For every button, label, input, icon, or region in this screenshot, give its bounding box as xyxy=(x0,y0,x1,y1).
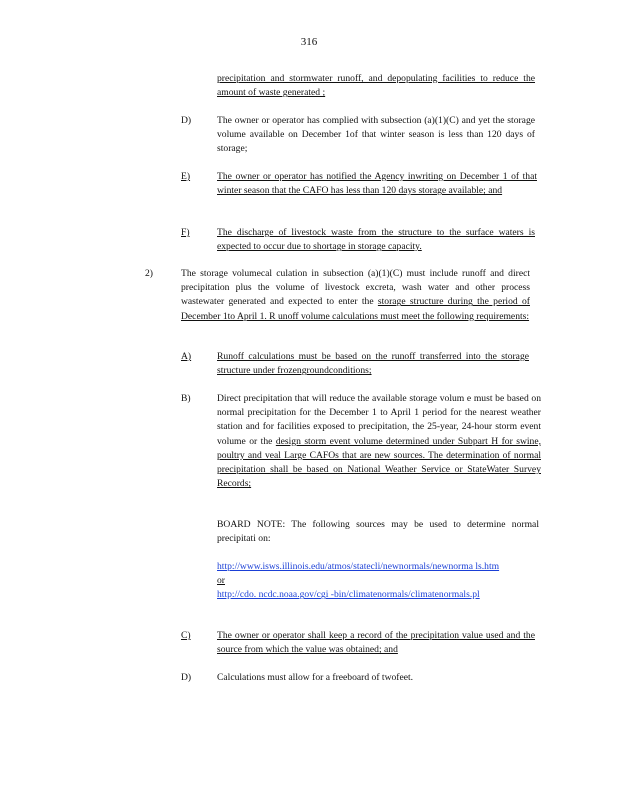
page-number: 316 xyxy=(300,36,318,48)
item-d1-label: D) xyxy=(181,115,192,126)
item-b-text-plain: Direct precipitation that will reduce the available storage volum e must be based on normal precipitation for the December 1 to April 1 period for the nearest weather station and for facilities exposed to precipitation, the 25-year, 24-hour storm event volume or the xyxy=(217,393,541,447)
item-b-text-underlined: design storm event volume determined under Subpart H for swine, poultry and veal Large CAFOs that are new sources. The determination of normal precipitation shall be based on National Weather Service or StateWater Survey Records; xyxy=(217,435,541,490)
ncdc-normals-link[interactable]: http://cdo. ncdc.noaa.gov/cgi -bin/climatenormals/climatenormals.pl xyxy=(217,589,480,601)
item-f-text: The discharge of livestock waste from the structure to the surface waters is expected to occur due to shortage in storage capacity. xyxy=(217,227,535,253)
item-c-text: The owner or operator shall keep a record of the precipitation value used and the source from which the value was obtained; and xyxy=(217,630,535,656)
or-text: or xyxy=(217,575,225,587)
item-b-body xyxy=(217,392,541,491)
item-f-label: F) xyxy=(181,227,190,238)
item-d1-text: The owner or operator has complied with subsection (a)(1)(C) and yet the storage volume available on December 1of that winter season is less than 120 days of storage; xyxy=(217,115,535,155)
item-c-label: C) xyxy=(181,630,191,641)
item-e-text: The owner or operator has notified the Agency inwriting on December 1 of that winter season that the CAFO has less than 120 days storage available; and xyxy=(217,171,537,197)
item-2-label: 2) xyxy=(145,268,153,279)
item-d2-text: Calculations must allow for a freeboard of twofeet. xyxy=(217,672,414,683)
item-d2-label: D) xyxy=(181,672,192,683)
item-e-label: E) xyxy=(181,171,191,182)
item-a-label: A) xyxy=(181,351,192,362)
isws-normals-link[interactable]: http://www.isws.illinois.edu/atmos/statecli/newnormals/newnorma ls.htm xyxy=(217,561,500,572)
item-2-text-plain: The storage volumecal culation in subsection (a)(1)(C) must include runoff and direct precipitation plus the volume of livestock excreta, wash water and other process wastewater generated and expected to enter the xyxy=(181,268,530,308)
intro-continuation-text: precipitation and stormwater runoff, and depopulating facilities to reduce the amount of waste generated ; xyxy=(217,73,535,99)
item-b-label: B) xyxy=(181,393,191,404)
item-2-text-underlined: storage structure during the period of December 1to April 1. R unoff volume calculations must meet the following requirements: xyxy=(181,296,530,322)
item-a-text: Runoff calculations must be based on the runoff transferred into the storage structure under frozengroundconditions; xyxy=(217,351,529,377)
board-note-text: BOARD NOTE: The following sources may be used to determine normal precipitati on: xyxy=(217,519,539,545)
item-2-body xyxy=(181,267,530,324)
board-note-links xyxy=(217,560,539,603)
